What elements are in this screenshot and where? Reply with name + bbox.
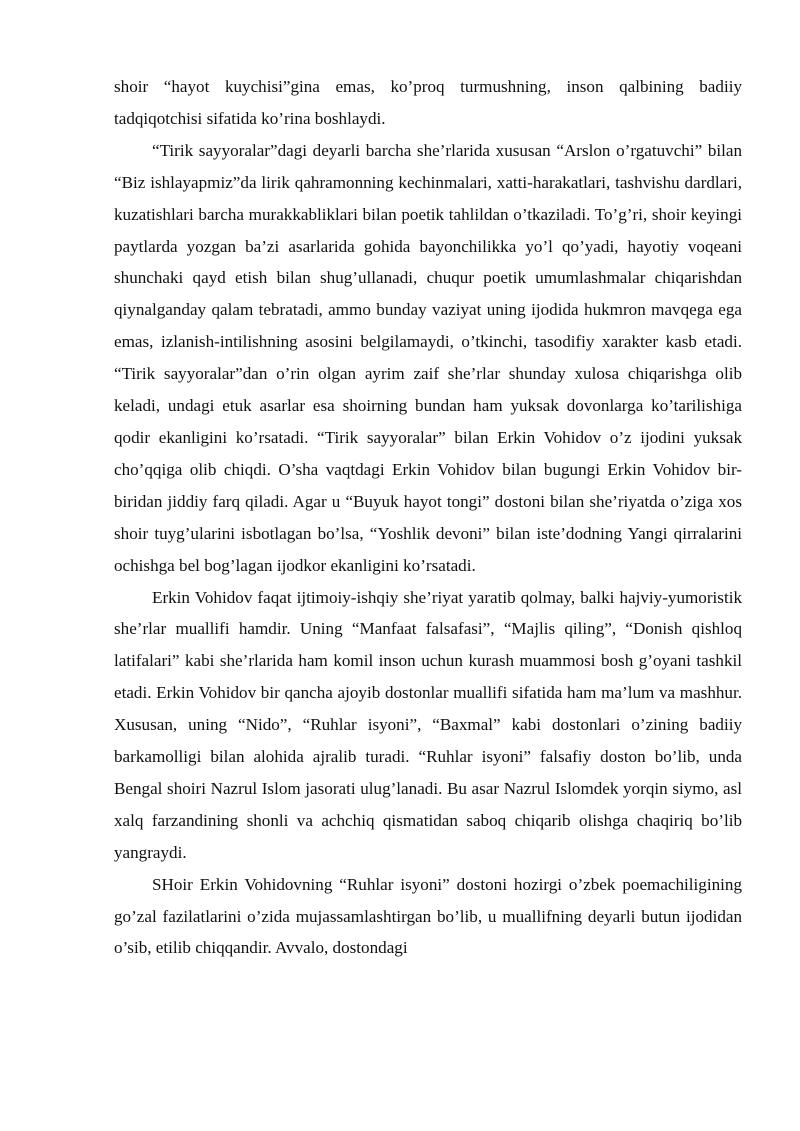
paragraph-continuation: shoir “hayot kuychisi”gina emas, ko’proq turmushning, inson qalbining badiiy tadqiqotchisi sifatida ko’rina boshlaydi. — [114, 77, 742, 128]
paragraph-hajviy-yumoristik: Erkin Vohidov faqat ijtimoiy-ishqiy she’riyat yaratib qolmay, balki hajviy-yumoristik she’rlar muallifi hamdir. Uning “Manfaat falsafasi”, “Majlis qiling”, “Donish qishloq latifalari” kabi she’rlarida ham komil inson uchun kurash muammosi bosh g’oyani tashkil etadi. Erkin Vohidov bir qancha ajoyib dostonlar muallifi sifatida ham ma’lum va mashhur. Xususan, uning “Nido”, “Ruhlar isyoni”, “Baxmal” kabi dostonlari o’zining badiiy barkamolligi bilan alohida ajralib turadi. “Ruhlar isyoni” falsafiy doston bo’lib, unda Bengal shoiri Nazrul Islom jasorati ulug’lanadi. Bu asar Nazrul Islomdek yorqin siymo, asl xalq farzandining shonli va achchiq qismatidan saboq chiqarib olishga chaqiriq bo’lib yangraydi. — [114, 587, 742, 862]
paragraph-ruhlar-isyoni: SHoir Erkin Vohidovning “Ruhlar isyoni” dostoni hozirgi o’zbek poemachiligining go’zal fazilatlarini o’zida mujassamlashtirgan bo’lib, u muallifning deyarli butun ijodidan o’sib, etilib chiqqandir. Avvalo, dostondagi — [114, 874, 742, 958]
document-page — [114, 71, 742, 964]
paragraph-tirik-sayyoralar: “Tirik sayyoralar”dagi deyarli barcha she’rlarida xususan “Arslon o’rgatuvchi” bilan “Biz ishlayapmiz”da lirik qahramonning kechinmalari, xatti-harakatlari, tashvishu dardlari, kuzatishlari barcha murakkabliklari bilan poetik tahlildan o’tkaziladi. To’g’ri, shoir keyingi paytlarda yozgan ba’zi asarlarida gohida bayonchilikka yo’l qo’yadi, hayotiy voqeani shunchaki qayd etish bilan shug’ullanadi, chuqur poetik umumlashmalar chiqarishdan qiynalganday qalam tebratadi, ammo bunday vaziyat uning ijodida hukmron mavqega ega emas, izlanish-intilishning asosini belgilamaydi, o’tkinchi, tasodifiy xarakter kasb etadi. “Tirik sayyoralar”dan o’rin olgan ayrim zaif she’rlar shunday xulosa chiqarishga olib keladi, undagi etuk asarlar esa shoirning bundan ham yuksak dovonlarga ko’tarilishiga qodir ekanligini ko’rsatadi. “Tirik sayyoralar” bilan Erkin Vohidov o’z ijodini yuksak cho’qqiga olib chiqdi. O’sha vaqtdagi Erkin Vohidov bilan bugungi Erkin Vohidov bir-biridan jiddiy farq qiladi. Agar u “Buyuk hayot tongi” dostoni bilan she’riyatda o’ziga xos shoir tuyg’ularini isbotlagan bo’lsa, “Yoshlik devoni” bilan iste’dodning Yangi qirralarini ochishga bel bog’lagan ijodkor ekanligini ko’rsatadi. — [114, 140, 742, 575]
